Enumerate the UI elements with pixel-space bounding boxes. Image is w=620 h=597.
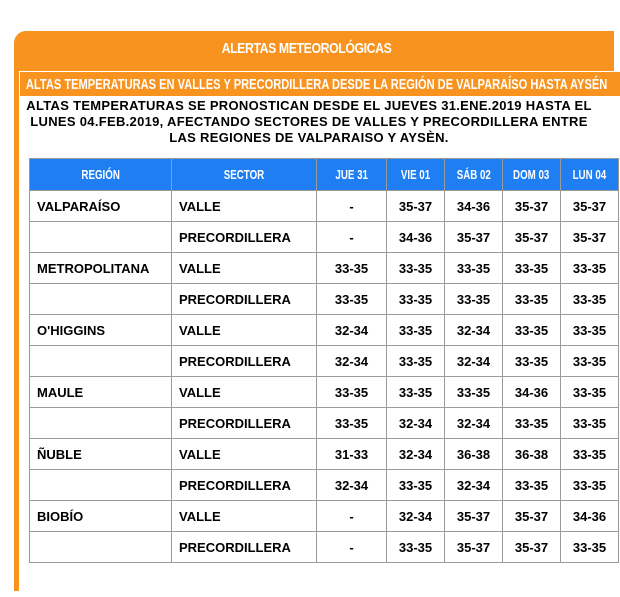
temp-cell: 32-34: [317, 315, 387, 346]
table-row: [30, 439, 619, 470]
temp-cell: 33-35: [503, 315, 561, 346]
temp-cell: 33-35: [561, 346, 619, 377]
region-cell: ÑUBLE: [30, 439, 172, 470]
temp-cell: 33-35: [561, 532, 619, 563]
temp-cell: 35-37: [445, 532, 503, 563]
alert-subtitle-bar: [19, 71, 620, 97]
temp-cell: 33-35: [561, 377, 619, 408]
temp-cell: 35-37: [561, 191, 619, 222]
table-row: [30, 253, 619, 284]
temp-cell: 34-36: [503, 377, 561, 408]
temp-cell: 36-38: [445, 439, 503, 470]
region-cell: METROPOLITANA: [30, 253, 172, 284]
header-day-5: LUN 04: [561, 159, 619, 191]
header-day-2: VIE 01: [387, 159, 445, 191]
header-day-4: DOM 03: [503, 159, 561, 191]
table-row: [30, 222, 619, 253]
temp-cell: 33-35: [561, 439, 619, 470]
region-cell: VALPARAÍSO: [30, 191, 172, 222]
alert-subtitle: ALTAS TEMPERATURAS EN VALLES Y PRECORDILLERA DESDE LA REGIÓN DE VALPARAÍSO HASTA AYSÉN: [25, 75, 608, 93]
table-row: [30, 377, 619, 408]
temp-cell: 33-35: [317, 408, 387, 439]
table-row: [30, 470, 619, 501]
temp-cell: 33-35: [503, 408, 561, 439]
sector-cell: VALLE: [172, 253, 317, 284]
temp-cell: 33-35: [503, 470, 561, 501]
sector-cell: VALLE: [172, 191, 317, 222]
temp-cell: 35-37: [503, 191, 561, 222]
temp-cell: 33-35: [445, 284, 503, 315]
sector-cell: PRECORDILLERA: [172, 408, 317, 439]
temp-cell: 32-34: [317, 470, 387, 501]
temp-cell: 33-35: [387, 253, 445, 284]
temp-cell: 33-35: [387, 346, 445, 377]
sector-cell: VALLE: [172, 439, 317, 470]
header-day-1: JUE 31: [317, 159, 387, 191]
temp-cell: 32-34: [387, 408, 445, 439]
table-row: [30, 501, 619, 532]
temp-cell: 33-35: [317, 377, 387, 408]
temp-cell: 32-34: [317, 346, 387, 377]
table-row: [30, 532, 619, 563]
temp-cell: 33-35: [561, 470, 619, 501]
temp-cell: 32-34: [445, 408, 503, 439]
panel-title: ALERTAS METEOROLÓGICAS: [221, 39, 392, 57]
temp-cell: 33-35: [561, 253, 619, 284]
sector-cell: VALLE: [172, 501, 317, 532]
region-cell: O'HIGGINS: [30, 315, 172, 346]
temp-cell: -: [317, 501, 387, 532]
region-cell: [30, 346, 172, 377]
region-cell: [30, 284, 172, 315]
sector-cell: PRECORDILLERA: [172, 284, 317, 315]
temp-cell: 33-35: [387, 315, 445, 346]
temp-cell: 34-36: [445, 191, 503, 222]
temp-cell: -: [317, 191, 387, 222]
table-row: [30, 191, 619, 222]
table-row: [30, 315, 619, 346]
temp-cell: 32-34: [445, 470, 503, 501]
region-cell: [30, 470, 172, 501]
temp-cell: -: [317, 532, 387, 563]
temp-cell: 34-36: [561, 501, 619, 532]
header-sector: SECTOR: [172, 159, 317, 191]
temp-cell: 35-37: [387, 191, 445, 222]
temperature-table: [29, 158, 619, 563]
temp-cell: 33-35: [445, 377, 503, 408]
temp-cell: 32-34: [387, 439, 445, 470]
table-row: [30, 346, 619, 377]
temp-cell: 33-35: [503, 284, 561, 315]
temp-cell: 33-35: [445, 253, 503, 284]
sector-cell: VALLE: [172, 377, 317, 408]
alerts-panel: [14, 31, 614, 591]
region-cell: MAULE: [30, 377, 172, 408]
temp-cell: 32-34: [445, 315, 503, 346]
alert-description: ALTAS TEMPERATURAS SE PRONOSTICAN DESDE EL JUEVES 31.ENE.2019 HASTA EL LUNES 04.FEB.2019, AFECTANDO SECTORES DE VALLES Y PRECORDILLERA ENTRE LAS REGIONES DE VALPARAISO Y AYSÈN.: [26, 98, 592, 145]
temp-cell: 33-35: [387, 377, 445, 408]
table-row: [30, 408, 619, 439]
sector-cell: PRECORDILLERA: [172, 346, 317, 377]
temp-cell: 33-35: [561, 408, 619, 439]
temp-cell: 33-35: [387, 284, 445, 315]
table-row: [30, 284, 619, 315]
temp-cell: 35-37: [445, 501, 503, 532]
temp-cell: 35-37: [503, 532, 561, 563]
temp-cell: 33-35: [561, 315, 619, 346]
temp-cell: 33-35: [503, 253, 561, 284]
temp-cell: 35-37: [503, 222, 561, 253]
temp-cell: 35-37: [445, 222, 503, 253]
table-header-row: [30, 159, 619, 191]
sector-cell: PRECORDILLERA: [172, 532, 317, 563]
header-region: REGIÓN: [30, 159, 172, 191]
temp-cell: 36-38: [503, 439, 561, 470]
alert-content: [19, 97, 619, 597]
temp-cell: 33-35: [387, 470, 445, 501]
temp-cell: 33-35: [503, 346, 561, 377]
region-cell: BIOBÍO: [30, 501, 172, 532]
temp-cell: 33-35: [317, 253, 387, 284]
region-cell: [30, 408, 172, 439]
sector-cell: VALLE: [172, 315, 317, 346]
temp-cell: 33-35: [561, 284, 619, 315]
sector-cell: PRECORDILLERA: [172, 222, 317, 253]
region-cell: [30, 532, 172, 563]
temp-cell: 31-33: [317, 439, 387, 470]
sector-cell: PRECORDILLERA: [172, 470, 317, 501]
temp-cell: 35-37: [503, 501, 561, 532]
temp-cell: 32-34: [445, 346, 503, 377]
temp-cell: 33-35: [317, 284, 387, 315]
region-cell: [30, 222, 172, 253]
header-day-3: SÁB 02: [445, 159, 503, 191]
temp-cell: 34-36: [387, 222, 445, 253]
temp-cell: 35-37: [561, 222, 619, 253]
temp-cell: 32-34: [387, 501, 445, 532]
temp-cell: -: [317, 222, 387, 253]
temp-cell: 33-35: [387, 532, 445, 563]
